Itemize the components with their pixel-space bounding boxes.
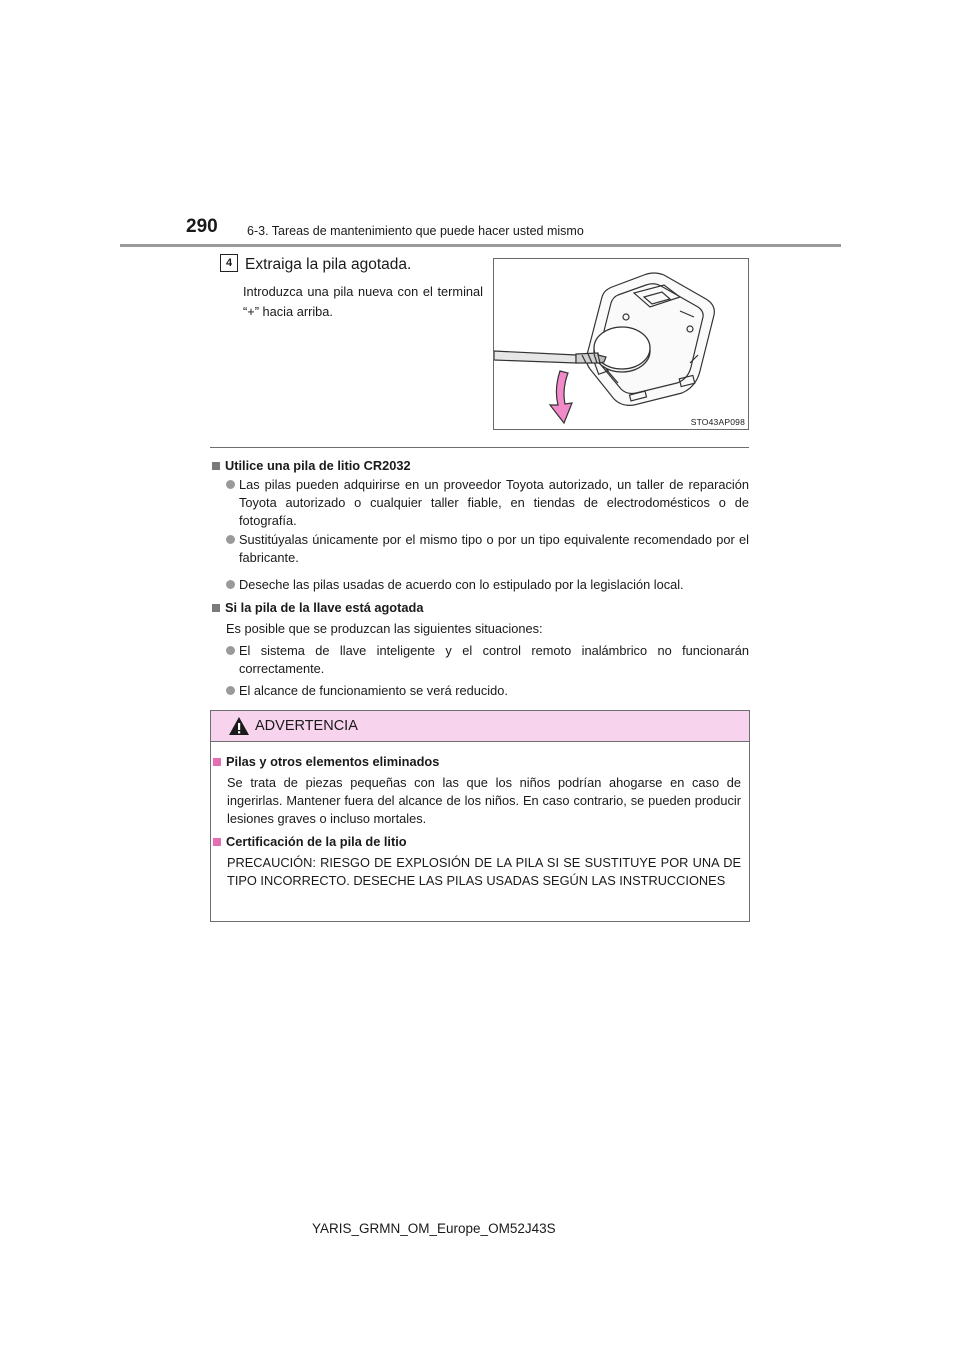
list-item	[226, 576, 749, 594]
list-item-text: El sistema de llave inteligente y el control remoto inalámbrico no funcionarán correctamente.	[239, 643, 749, 676]
square-bullet-icon	[213, 758, 221, 766]
note-heading-dead-battery	[212, 599, 423, 617]
note-heading-battery-type	[212, 457, 411, 475]
step-number-badge: 4	[220, 254, 238, 272]
note-heading-text: Si la pila de la llave está agotada	[225, 600, 424, 615]
warning-triangle-icon	[228, 716, 250, 736]
round-bullet-icon	[226, 580, 235, 589]
list-item-text: El alcance de funcionamiento se verá reducido.	[239, 683, 508, 698]
warning-item-heading	[213, 833, 407, 851]
section-divider	[210, 447, 749, 448]
warning-item-text: Se trata de piezas pequeñas con las que los niños podrían ahogarse en caso de ingerirlas. Mantener fuera del alcance de los niños. En caso contrario, se pueden producir lesiones graves o incluso mortales.	[227, 775, 741, 826]
warning-title: ADVERTENCIA	[255, 718, 358, 734]
header-rule	[120, 244, 841, 247]
round-bullet-icon	[226, 686, 235, 695]
figure-code: STO43AP098	[690, 417, 745, 427]
warning-item-heading-text: Pilas y otros elementos eliminados	[226, 754, 440, 769]
document-footer: YARIS_GRMN_OM_Europe_OM52J43S	[312, 1221, 556, 1236]
page-number: 290	[186, 216, 218, 237]
key-fob-illustration	[494, 259, 748, 429]
warning-box	[210, 710, 750, 922]
square-bullet-icon	[213, 838, 221, 846]
list-item	[226, 531, 749, 567]
note-heading-text: Utilice una pila de litio CR2032	[225, 458, 411, 473]
round-bullet-icon	[226, 646, 235, 655]
warning-item-heading-text: Certificación de la pila de litio	[226, 834, 407, 849]
square-bullet-icon	[212, 462, 220, 470]
list-item	[226, 642, 749, 678]
list-item	[226, 476, 749, 530]
square-bullet-icon	[212, 604, 220, 612]
section-header: 6-3. Tareas de mantenimiento que puede hacer usted mismo	[247, 224, 584, 238]
battery-removal-illustration	[493, 258, 749, 430]
step-description: Introduzca una pila nueva con el terminal “+” hacia arriba.	[243, 284, 483, 319]
note-intro: Es posible que se produzcan las siguientes situaciones:	[226, 621, 543, 636]
screwdriver-icon	[494, 351, 606, 363]
round-bullet-icon	[226, 535, 235, 544]
warning-item-heading	[213, 753, 439, 771]
warning-header	[211, 711, 749, 742]
warning-item-text: PRECAUCIÓN: RIESGO DE EXPLOSIÓN DE LA PILA SI SE SUSTITUYE POR UNA DE TIPO INCORRECTO. DESECHE LAS PILAS USADAS SEGÚN LAS INSTRUCCIONES	[227, 855, 741, 888]
list-item-text: Deseche las pilas usadas de acuerdo con lo estipulado por la legislación local.	[239, 577, 684, 592]
arrow-down-icon	[550, 371, 572, 423]
list-item	[226, 682, 749, 700]
list-item-text: Las pilas pueden adquirirse en un proveedor Toyota autorizado, un taller de reparación Toyota autorizado o cualquier taller fiable, en tiendas de electrodomésticos o de fotografía.	[239, 477, 749, 528]
step-title: Extraiga la pila agotada.	[245, 256, 412, 273]
round-bullet-icon	[226, 480, 235, 489]
list-item-text: Sustitúyalas únicamente por el mismo tipo o por un tipo equivalente recomendado por el fabricante.	[239, 532, 749, 565]
coin-battery-icon	[594, 327, 650, 372]
